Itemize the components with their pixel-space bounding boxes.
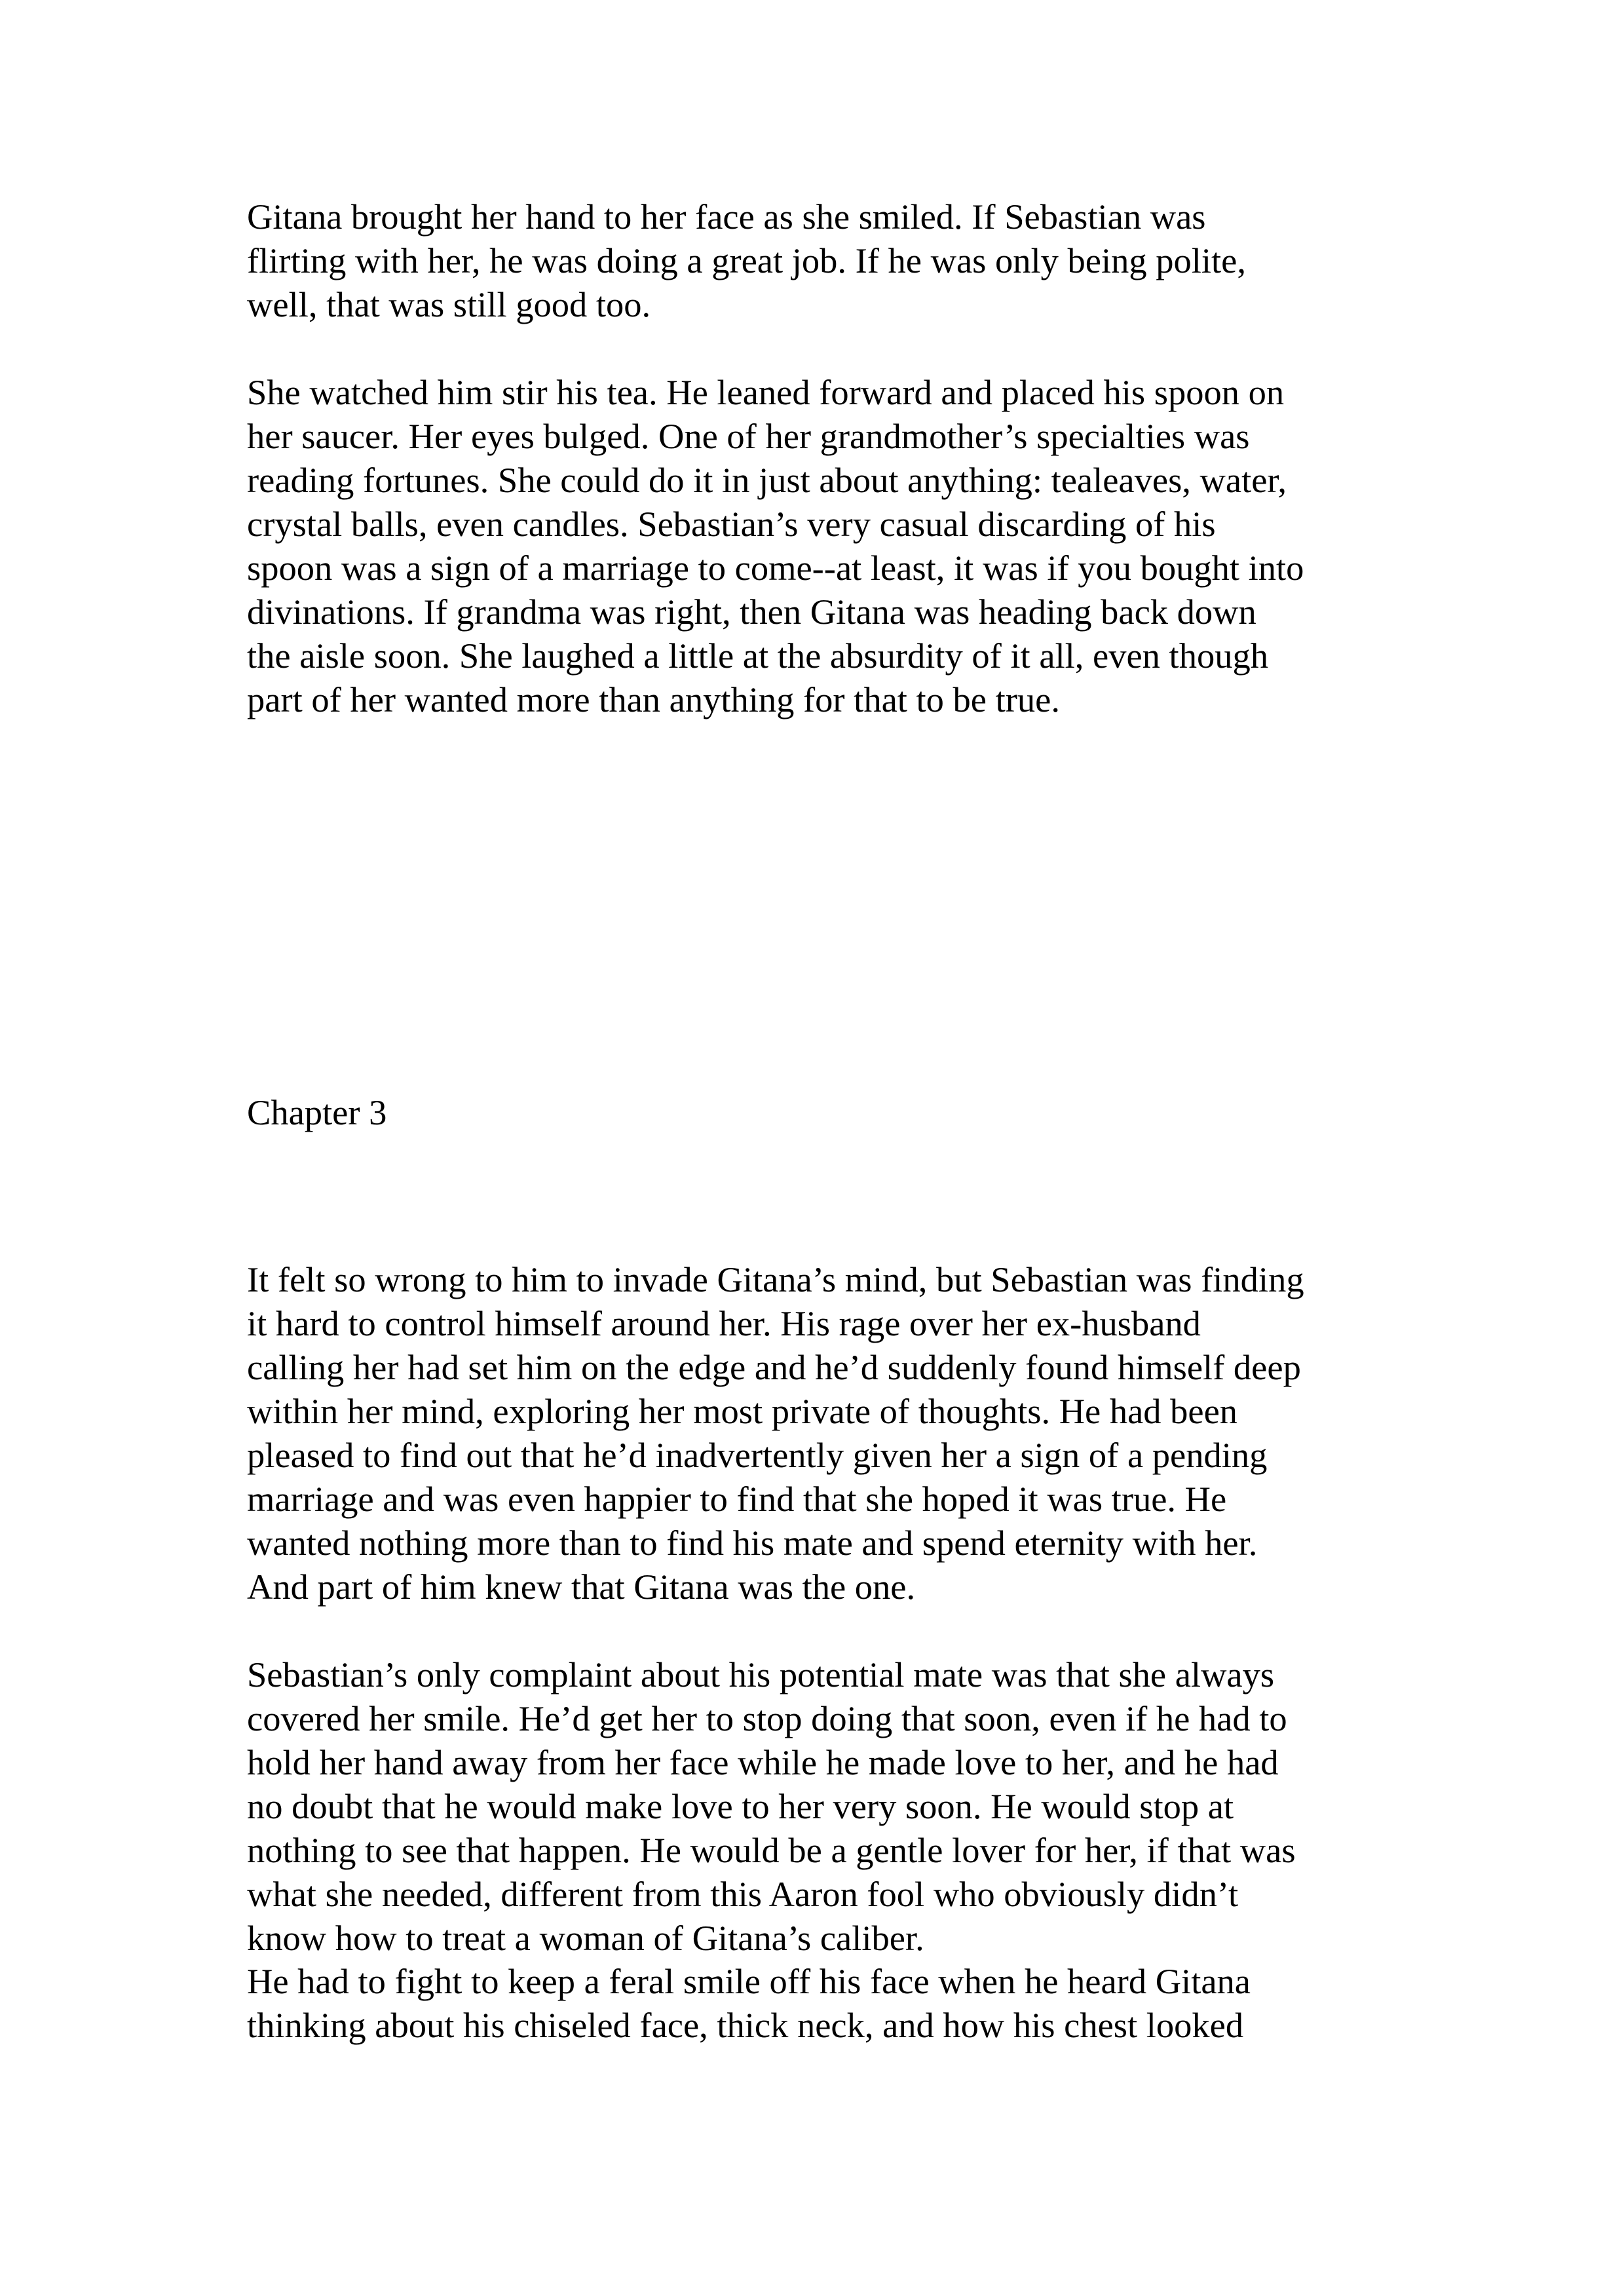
paragraph-line: within her mind, exploring her most private of thoughts. He had been [247,1391,1238,1431]
paragraph-line: nothing to see that happen. He would be a gentle lover for her, if that was [247,1830,1296,1870]
paragraph-line: her saucer. Her eyes bulged. One of her grandmother’s specialties was [247,416,1250,456]
paragraph-line: part of her wanted more than anything for that to be true. [247,679,1060,719]
paragraph-line: covered her smile. He’d get her to stop doing that soon, even if he had to [247,1698,1287,1738]
paragraph-1 [247,195,1400,326]
paragraph-line: spoon was a sign of a marriage to come--at least, it was if you bought into [247,548,1304,588]
paragraph-line: it hard to control himself around her. His rage over her ex-husband [247,1303,1201,1343]
paragraph-line: the aisle soon. She laughed a little at the absurdity of it all, even though [247,636,1268,676]
paragraph-line: divinations. If grandma was right, then Gitana was heading back down [247,592,1256,632]
paragraph-line: wanted nothing more than to find his mate and spend eternity with her. [247,1523,1258,1563]
paragraph-line: He had to fight to keep a feral smile off his face when he heard Gitana [247,1961,1251,2001]
paragraph-line: She watched him stir his tea. He leaned forward and placed his spoon on [247,372,1285,412]
paragraph-line: crystal balls, even candles. Sebastian’s very casual discarding of his [247,504,1216,544]
paragraph-line: And part of him knew that Gitana was the one. [247,1567,916,1607]
chapter-heading: Chapter 3 [247,1092,387,1132]
paragraph-line: hold her hand away from her face while he made love to her, and he had [247,1742,1279,1782]
paragraph-3 [247,1257,1400,1609]
paragraph-5 [247,1959,1400,2047]
paragraph-line: pleased to find out that he’d inadvertently given her a sign of a pending [247,1435,1268,1475]
paragraph-line: reading fortunes. She could do it in just about anything: tealeaves, water, [247,460,1287,500]
paragraph-line: calling her had set him on the edge and he’d suddenly found himself deep [247,1347,1301,1387]
paragraph-line: Sebastian’s only complaint about his potential mate was that she always [247,1655,1275,1694]
paragraph-line: no doubt that he would make love to her very soon. He would stop at [247,1786,1234,1826]
paragraph-line: Gitana brought her hand to her face as she smiled. If Sebastian was [247,197,1206,237]
paragraph-line: well, that was still good too. [247,284,651,324]
paragraph-4 [247,1653,1400,1960]
paragraph-2 [247,370,1400,721]
paragraph-line: know how to treat a woman of Gitana’s caliber. [247,1918,924,1958]
paragraph-line: what she needed, different from this Aaron fool who obviously didn’t [247,1874,1239,1914]
paragraph-line: It felt so wrong to him to invade Gitana’s mind, but Sebastian was finding [247,1259,1304,1299]
paragraph-line: flirting with her, he was doing a great job. If he was only being polite, [247,240,1246,280]
paragraph-line: marriage and was even happier to find that she hoped it was true. He [247,1479,1227,1519]
paragraph-line: thinking about his chiseled face, thick neck, and how his chest looked [247,2005,1244,2045]
